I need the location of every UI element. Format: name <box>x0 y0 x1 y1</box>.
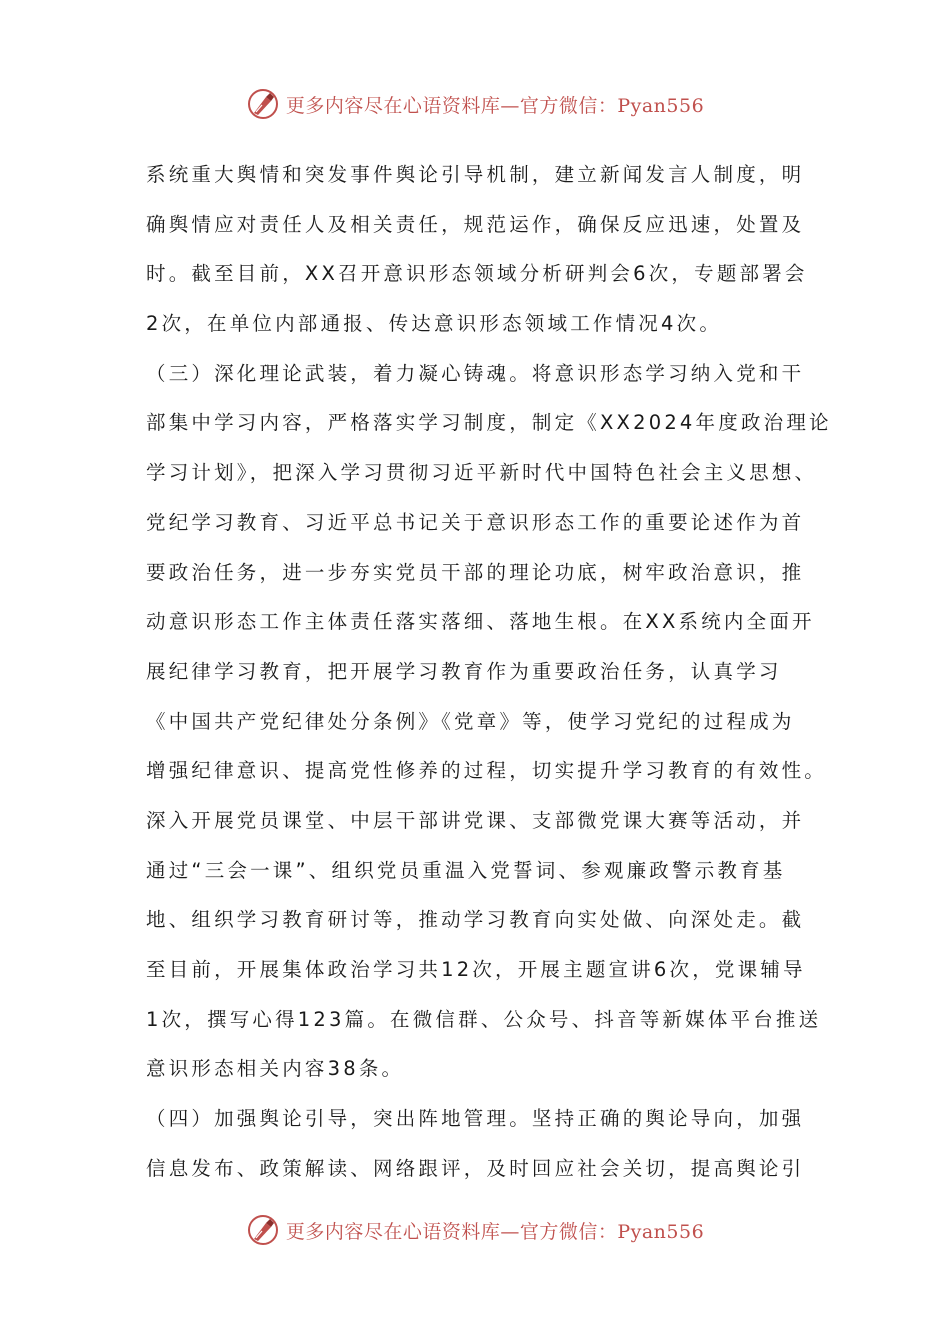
text-line: 学习计划》，把深入学习贯彻习近平新时代中国特色社会主义思想、 <box>146 461 818 485</box>
text-line: 意识形态相关内容38条。 <box>146 1057 405 1081</box>
text-line: 至目前，开展集体政治学习共12次，开展主题宣讲6次，党课辅导 <box>146 958 806 981</box>
text-line: 增强纪律意识、提高党性修养的过程，切实提升学习教育的有效性。 <box>146 759 828 783</box>
header-banner-text: 更多内容尽在心语资料库—官方微信：Pyan556 <box>285 94 705 117</box>
text-line: 信息发布、政策解读、网络跟评，及时回应社会关切，提高舆论引 <box>146 1156 805 1180</box>
text-line: 党纪学习教育、习近平总书记关于意识形态工作的重要论述作为首 <box>146 510 805 534</box>
text-line: 要政治任务，进一步夯实党员干部的理论功底，树牢政治意识，推 <box>146 560 805 584</box>
footer-banner-text: 更多内容尽在心语资料库—官方微信：Pyan556 <box>285 1220 705 1243</box>
text-line: 《中国共产党纪律处分条例》《党章》等，使学习党纪的过程成为 <box>146 709 795 733</box>
text-line: 系统重大舆情和突发事件舆论引导机制，建立新闻发言人制度，明 <box>146 163 805 186</box>
header-banner <box>0 86 950 122</box>
section-heading-line: （三）深化理论武装，着力凝心铸魂。将意识形态学习纳入党和干 <box>146 361 805 385</box>
pen-nib-logo-icon <box>246 87 280 121</box>
text-line: 部集中学习内容，严格落实学习制度，制定《XX2024年度政治理论 <box>146 411 832 435</box>
section-heading-line: （四）加强舆论引导，突出阵地管理。坚持正确的舆论导向，加强 <box>146 1107 805 1131</box>
text-line: 展纪律学习教育，把开展学习教育作为重要政治任务，认真学习 <box>146 659 782 683</box>
pen-nib-logo-icon <box>246 1213 280 1247</box>
footer-banner <box>0 1212 950 1248</box>
text-line: 2次，在单位内部通报、传达意识形态领域工作情况4次。 <box>146 312 723 336</box>
text-line: 动意识形态工作主体责任落实落细、落地生根。在XX系统内全面开 <box>146 610 815 634</box>
document-body <box>146 150 846 1193</box>
text-line: 确舆情应对责任人及相关责任，规范运作，确保反应迅速，处置及 <box>146 212 805 236</box>
text-line: 时。截至目前，XX召开意识形态领域分析研判会6次，专题部署会 <box>146 262 808 286</box>
text-line: 通过“三会一课”、组织党员重温入党誓词、参观廉政警示教育基 <box>146 858 786 882</box>
text-line: 深入开展党员课堂、中层干部讲党课、支部微党课大赛等活动，并 <box>146 808 805 832</box>
text-line: 1次，撰写心得123篇。在微信群、公众号、抖音等新媒体平台推送 <box>146 1007 822 1031</box>
text-line: 地、组织学习教育研讨等，推动学习教育向实处做、向深处走。截 <box>146 908 805 932</box>
